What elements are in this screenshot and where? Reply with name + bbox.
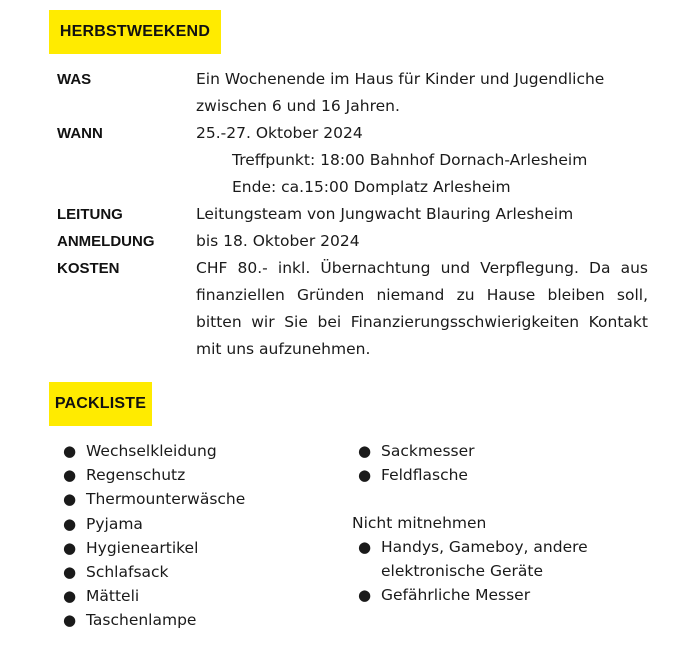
list-item-text: Feldflasche [381,466,468,485]
packliste-left-list [57,439,317,633]
list-item-text: Gefährliche Messer [381,586,531,604]
list-item-text: Taschenlampe [86,611,197,630]
kosten-value: CHF 80.- inkl. Übernachtung und Verpflegung. Da aus finanziellen Gründen niemand zu Hause bleiben soll, bitten wir Sie bei Finanzierungsschwierigkeiten Kontakt mit uns aufzunehmen. [196,259,648,358]
packliste-heading [49,382,152,426]
bullet-icon: ● [63,587,77,606]
list-item-text: Regenschutz [86,466,186,485]
bullet-icon: ● [63,611,77,630]
bullet-icon: ● [358,538,372,556]
wann-ende: Ende: ca.15:00 Domplatz Arlesheim [232,178,511,196]
list-item-text: Thermounterwäsche [86,490,246,509]
bullet-icon: ● [63,466,77,485]
packliste-right-list [352,439,652,487]
list-item-text: Sackmesser [381,442,475,460]
list-item [352,439,652,463]
kosten-label: KOSTEN [57,260,120,277]
anmeldung-label: ANMELDUNG [57,233,155,250]
list-item [57,560,317,584]
nicht-mitnehmen-list [352,535,652,607]
list-item [57,608,317,632]
list-item-text: Mätteli [86,587,140,606]
was-value: Ein Wochenende im Haus für Kinder und Jugendliche zwischen 6 und 16 Jahren. [196,70,605,115]
list-item [57,584,317,608]
bullet-icon: ● [358,442,372,460]
list-item [57,536,317,560]
leitung-value: Leitungsteam von Jungwacht Blauring Arlesheim [196,205,574,223]
herbstweekend-heading-text: HERBSTWEEKEND [59,23,211,40]
was-label: WAS [57,71,92,88]
list-item-text: Pyjama [86,514,143,533]
list-item [57,487,317,511]
anmeldung-value: bis 18. Oktober 2024 [196,232,360,250]
bullet-icon: ● [63,563,77,582]
bullet-icon: ● [63,514,77,533]
bullet-icon: ● [63,538,77,557]
list-item [57,512,317,536]
bullet-icon: ● [63,442,77,460]
list-item-text: Handys, Gameboy, andere elektronische Geräte [381,538,588,580]
nicht-mitnehmen-heading: Nicht mitnehmen [352,514,487,532]
bullet-icon: ● [358,586,372,604]
packliste-heading-text: PACKLISTE [54,395,147,412]
bullet-icon: ● [358,466,372,485]
list-item-text: Wechselkleidung [86,442,217,460]
wann-treffpunkt: Treffpunkt: 18:00 Bahnhof Dornach-Arlesheim [232,151,588,169]
list-item [352,535,652,583]
list-item [352,583,652,607]
bullet-icon: ● [63,490,77,509]
list-item [57,439,317,463]
leitung-label: LEITUNG [57,206,123,223]
herbstweekend-heading [49,10,221,54]
wann-value: 25.-27. Oktober 2024 [196,124,363,142]
list-item-text: Hygieneartikel [86,538,199,557]
list-item [352,463,652,487]
list-item [57,463,317,487]
list-item-text: Schlafsack [86,563,169,582]
wann-label: WANN [57,125,103,142]
